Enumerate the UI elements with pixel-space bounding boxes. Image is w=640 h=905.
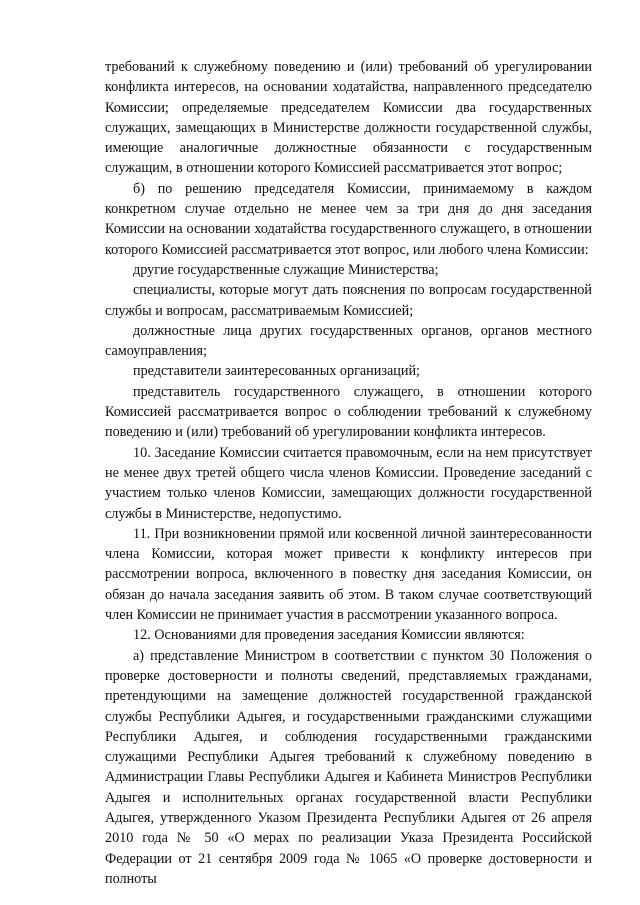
paragraph-servant-representative: представитель государственного служащего, в отношении которого Комиссией рассматривается вопрос о соблюдении требований к служебному поведению и (или) требований об урегулировании конфликта интересов. <box>105 383 592 441</box>
paragraph-representatives: представители заинтересованных организаций; <box>133 363 420 380</box>
paragraph-item-b: б) по решению председателя Комиссии, принимаемому в каждом конкретном случае отдельно не менее чем за три дня до дня заседания Комиссии на основании ходатайства государственного служащего, в отношении которого Комиссией рассматривается этот вопрос, или любого члена Комиссии: <box>105 180 592 258</box>
paragraph-other-servants: другие государственные служащие Министерства; <box>133 261 439 278</box>
paragraph-11: 11. При возникновении прямой или косвенной личной заинтересованности члена Комиссии, которая может привести к конфликту интересов при рассмотрении вопроса, включенного в повестку дня заседания Комиссии, он обязан до начала заседания заявить об этом. В таком случае соответствующий член Комиссии не принимает участия в рассмотрении указанного вопроса. <box>105 525 592 624</box>
document-page <box>105 57 592 889</box>
paragraph-officials: должностные лица других государственных органов, органов местного самоуправления; <box>105 322 592 360</box>
paragraph-12: 12. Основаниями для проведения заседания Комиссии являются: <box>133 627 525 644</box>
paragraph-specialists: специалисты, которые могут дать пояснения по вопросам государственной службы и вопросам, рассматриваемым Комиссией; <box>105 282 592 319</box>
paragraph-10: 10. Заседание Комиссии считается правомочным, если на нем присутствует не менее двух третей общего числа членов Комиссии. Проведение заседаний с участием только членов Комиссии, замещающих должности государственной службы в Министерстве, недопустимо. <box>105 444 592 522</box>
paragraph-12a: а) представление Министром в соответствии с пунктом 30 Положения о проверке достоверности и полноты сведений, представляемых гражданами, претендующими на замещение должностей государственной гражданской службы Республики Адыгея, и государственными гражданскими служащими Республики Адыгея, и соблюдения государственными гражданскими служащими Республики Адыгея требований к служебному поведению в Администрации Главы Республики Адыгея и Кабинета Министров Республики Адыгея и исполнительных органах государственной власти Республики Адыгея, утвержденного Указом Президента Республики Адыгея от 26 апреля 2010 года № 50 «О мерах по реализации Указа Президента Российской Федерации от 21 сентября 2009 года № 1065 «О проверке достоверности и полноты <box>105 647 592 887</box>
paragraph-continuation: требований к служебному поведению и (или) требований об урегулировании конфликта интересов, на основании ходатайства, направленного председателю Комиссии; определяемые председателем Комиссии два государственных служащих, замещающих в Министерстве должности государственной службы, имеющие аналогичные должностные обязанности с государственным служащим, в отношении которого Комиссией рассматривается этот вопрос; <box>105 59 592 177</box>
